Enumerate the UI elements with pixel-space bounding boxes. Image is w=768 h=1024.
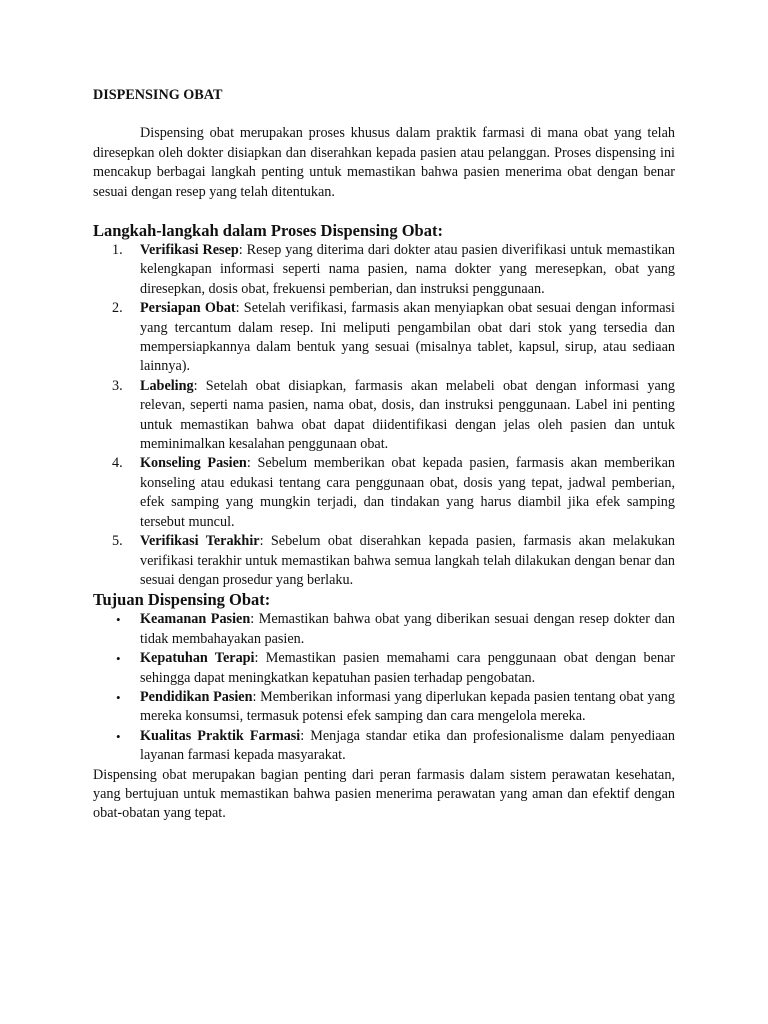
step-text: : Sebelum memberikan obat kepada pasien, farmasis akan memberikan konseling atau edukasi tentang cara penggunaan obat, dosis yang tepat, jadwal pemberian, efek samping yang mungkin terjadi, dan tindakan yang harus diambil jika efek samping tersebut muncul. [140, 455, 675, 530]
step-number: 3. [112, 377, 123, 394]
list-item-goal-1 [93, 610, 675, 649]
list-item-goal-4 [93, 727, 675, 766]
intro-paragraph: Dispensing obat merupakan proses khusus dalam praktik farmasi di mana obat yang telah diresepkan oleh dokter disiapkan dan diserahkan kepada pasien atau pelanggan. Proses dispensing ini mencakup berbagai langkah penting untuk memastikan bahwa pasien menerima obat dengan benar sesuai dengan resep yang telah ditentukan. [93, 125, 675, 200]
step-number: 2. [112, 300, 123, 317]
bullet-icon: • [116, 612, 121, 628]
goal-text: : Memastikan pasien memahami cara penggunaan obat dengan benar sehingga dapat meningkatkan kepatuhan pasien terhadap pengobatan. [140, 650, 676, 686]
document-title: DISPENSING OBAT [93, 87, 223, 103]
step-term: Labeling [140, 377, 194, 394]
list-item-goal-2 [93, 649, 675, 688]
goal-term: Pendidikan Pasien [140, 688, 253, 705]
step-text: : Resep yang diterima dari dokter atau pasien diverifikasi untuk memastikan kelengkapan informasi seperti nama pasien, nama dokter yang meresepkan, obat yang diresepkan, dosis obat, frekuensi pemberian, dan instruksi penggunaan. [140, 242, 675, 297]
step-number: 4. [112, 455, 123, 472]
step-term: Verifikasi Terakhir [140, 533, 260, 550]
step-text: : Setelah obat disiapkan, farmasis akan melabeli obat dengan informasi yang relevan, seperti nama pasien, nama obat, dosis, dan instruksi penggunaan. Label ini penting untuk memastikan bahwa obat dapat diidentifikasi dengan jelas oleh pasien dan untuk meminimalkan kesalahan penggunaan obat. [140, 377, 675, 453]
list-item-goal-3 [93, 688, 675, 727]
goal-text: : Memberikan informasi yang diperlukan kepada pasien tentang obat yang mereka konsumsi, termasuk potensi efek samping dan cara mengelola mereka. [140, 688, 675, 725]
steps-list [93, 241, 675, 590]
bullet-icon: • [116, 651, 121, 667]
goal-text: : Menjaga standar etika dan profesionalisme dalam penyediaan layanan farmasi kepada masyarakat. [140, 727, 675, 764]
step-number: 1. [112, 242, 123, 259]
list-item-step-3 [93, 377, 675, 455]
bullet-icon: • [116, 689, 121, 705]
list-item-step-2 [93, 299, 675, 377]
goals-heading: Tujuan Dispensing Obat: [93, 590, 271, 610]
document-page [93, 86, 675, 824]
step-number: 5. [112, 533, 123, 550]
goal-term: Keamanan Pasien [140, 611, 251, 628]
list-item-step-1 [93, 241, 675, 299]
goal-term: Kualitas Praktik Farmasi [140, 727, 301, 744]
list-item-step-4 [93, 454, 675, 532]
step-text: : Setelah verifikasi, farmasis akan menyiapkan obat sesuai dengan informasi yang tercantum dalam resep. Ini meliputi pengambilan obat dari stok yang tersedia dan mempersiapkannya dalam bentuk yang sesuai (misalnya tablet, kapsul, sirup, atau sediaan lainnya). [140, 300, 676, 375]
goal-term: Kepatuhan Terapi [140, 650, 255, 667]
step-term: Verifikasi Resep [140, 242, 239, 259]
closing-paragraph: Dispensing obat merupakan bagian penting dari peran farmasis dalam sistem perawatan kesehatan, yang bertujuan untuk memastikan bahwa pasien menerima perawatan yang aman dan efektif dengan obat-obatan yang tepat. [93, 766, 675, 822]
step-text: : Sebelum obat diserahkan kepada pasien, farmasis akan melakukan verifikasi terakhir untuk memastikan bahwa semua langkah telah dilakukan dengan benar dan sesuai dengan prosedur yang berlaku. [140, 533, 676, 588]
list-item-step-5 [93, 532, 675, 590]
step-term: Konseling Pasien [140, 455, 247, 472]
steps-heading: Langkah-langkah dalam Proses Dispensing Obat: [93, 221, 443, 241]
step-term: Persiapan Obat [140, 300, 236, 317]
goals-list [93, 610, 675, 765]
bullet-icon: • [116, 728, 121, 744]
goal-text: : Memastikan bahwa obat yang diberikan sesuai dengan resep dokter dan tidak membahayakan pasien. [140, 611, 675, 647]
